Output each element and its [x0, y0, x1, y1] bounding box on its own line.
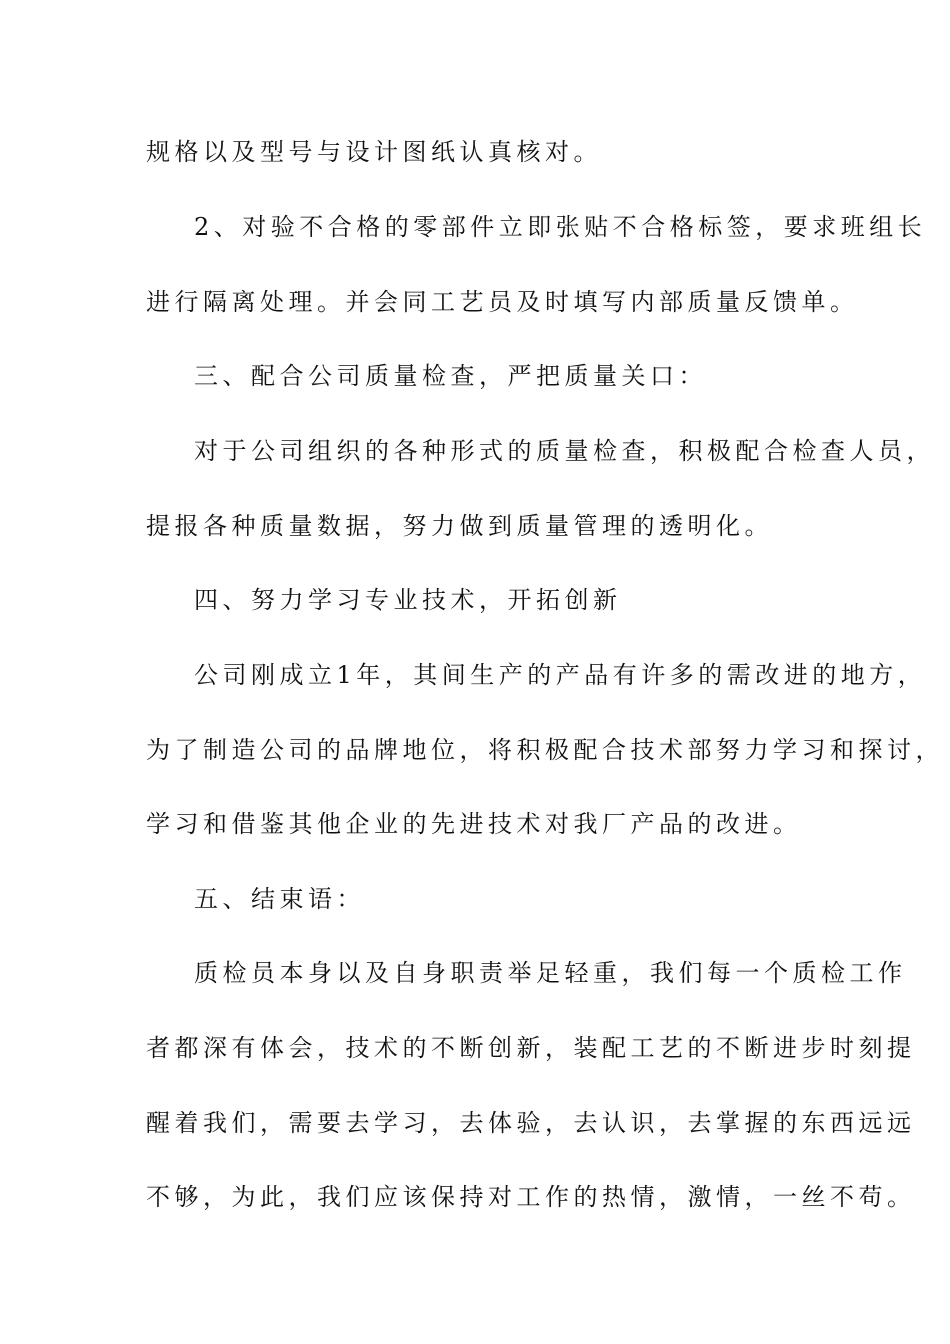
body-text-line: 醒着我们，需要去学习，去体验，去认识，去掌握的东西远远 — [146, 1109, 916, 1137]
paragraph-start-line: 2、对验不合格的零部件立即张贴不合格标签，要求班组长 — [194, 213, 927, 241]
paragraph-start-line: 对于公司组织的各种形式的质量检查，积极配合检查人员， — [194, 437, 935, 465]
body-text-line: 提报各种质量数据，努力做到质量管理的透明化。 — [146, 512, 773, 540]
paragraph-start-line: 公司刚成立1年，其间生产的产品有许多的需改进的地方， — [194, 661, 927, 689]
body-text-line: 学习和借鉴其他企业的先进技术对我厂产品的改进。 — [146, 810, 802, 838]
body-text-line: 进行隔离处理。并会同工艺员及时填写内部质量反馈单。 — [146, 288, 859, 316]
body-text-line: 者都深有体会，技术的不断创新，装配工艺的不断进步时刻提 — [146, 1034, 916, 1062]
section-heading: 四、努力学习专业技术，开拓创新 — [194, 586, 622, 614]
paragraph-start-line: 质检员本身以及自身职责举足轻重，我们每一个质检工作 — [194, 959, 907, 987]
body-text-line: 不够，为此，我们应该保持对工作的热情，激情，一丝不苟。 — [146, 1183, 916, 1211]
section-heading: 三、配合公司质量检查，严把质量关口： — [194, 362, 707, 390]
body-text-line: 为了制造公司的品牌地位，将积极配合技术部努力学习和探讨， — [146, 736, 944, 764]
body-text-line: 规格以及型号与设计图纸认真核对。 — [146, 138, 602, 166]
section-heading: 五、结束语： — [194, 885, 365, 913]
